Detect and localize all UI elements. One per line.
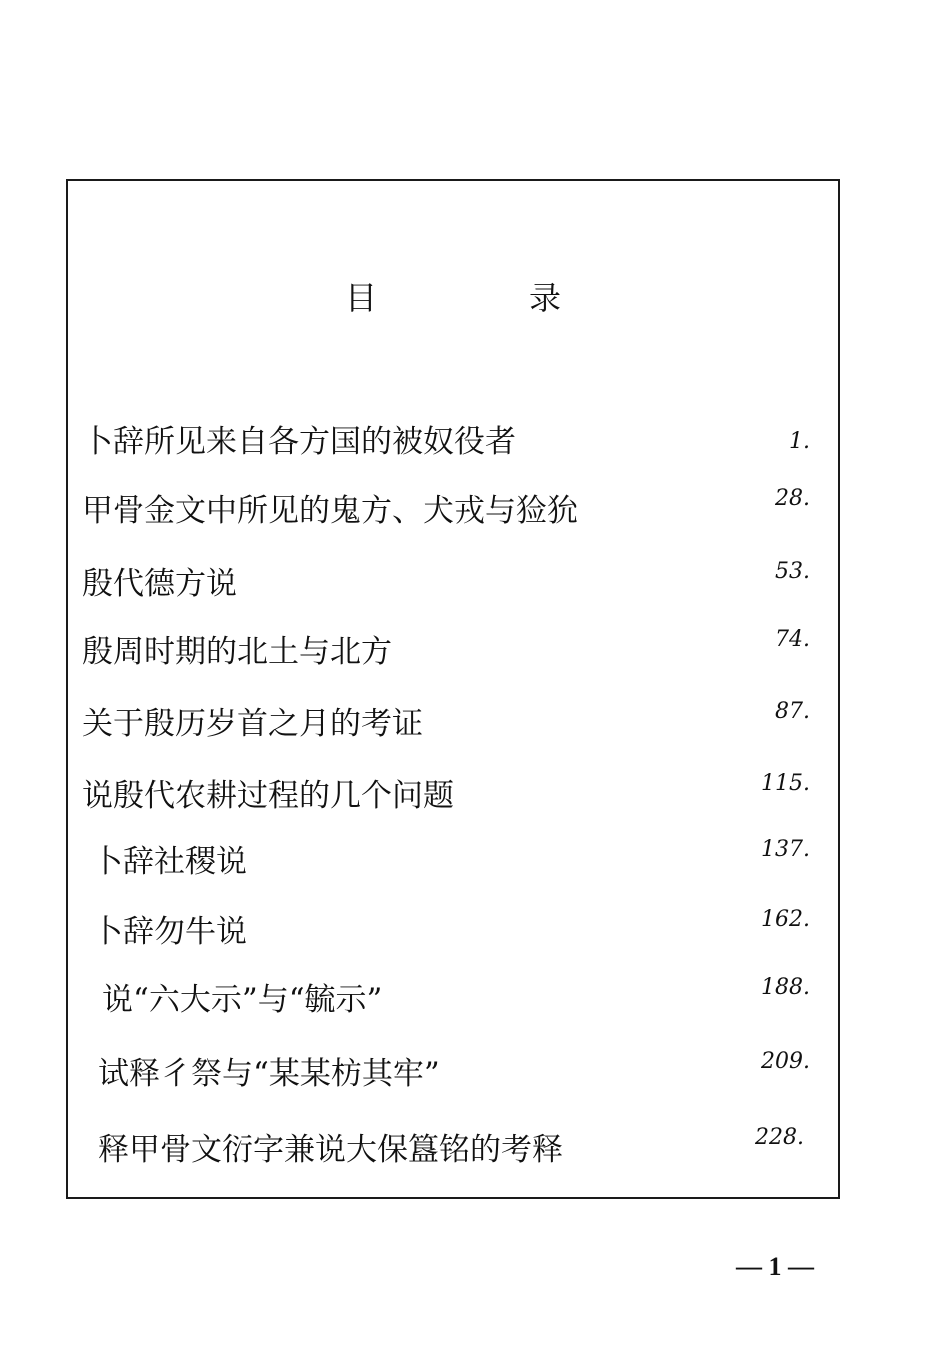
- toc-entry-page: 209.: [761, 1049, 810, 1074]
- toc-frame: [66, 179, 840, 1199]
- toc-entry[interactable]: [82, 559, 818, 609]
- toc-entry[interactable]: [82, 975, 818, 1025]
- toc-entry-page: 28.: [775, 486, 810, 511]
- toc-entry[interactable]: [82, 1049, 818, 1099]
- toc-entry[interactable]: [82, 699, 818, 749]
- toc-entry-page: 53.: [775, 559, 810, 584]
- toc-entry-title: 卜辞所见来自各方国的被奴役者: [82, 424, 516, 460]
- toc-entry[interactable]: [82, 907, 818, 957]
- toc-entry[interactable]: [82, 417, 818, 467]
- toc-entry-title: 卜辞勿牛说: [92, 914, 247, 950]
- toc-entry-title: 甲骨金文中所见的鬼方、犬戎与猃狁: [82, 493, 578, 529]
- toc-entry-page: 162.: [761, 907, 810, 932]
- toc-entry[interactable]: [82, 771, 818, 821]
- toc-entry-title: 说殷代农耕过程的几个问题: [82, 778, 454, 814]
- toc-entry-page: 137.: [761, 837, 810, 862]
- toc-entry-title: 卜辞社稷说: [92, 844, 247, 880]
- toc-entry-title: 试释彳祭与“某某枋其牢”: [98, 1056, 440, 1092]
- toc-title: 目 录: [344, 279, 621, 317]
- toc-entry-title: 关于殷历岁首之月的考证: [82, 706, 423, 742]
- toc-entry-title: 殷周时期的北土与北方: [82, 634, 392, 670]
- toc-entry-title: 殷代德方说: [82, 566, 237, 602]
- toc-entry-page: 1.: [789, 429, 810, 454]
- toc-entry[interactable]: [82, 837, 818, 887]
- toc-entry-title: 说“六大示”与“毓示”: [102, 982, 383, 1018]
- toc-entry-page: 115.: [761, 771, 810, 796]
- toc-entry-title: 释甲骨文衍字兼说大保簋铭的考释: [98, 1132, 563, 1168]
- toc-entry[interactable]: [82, 486, 818, 536]
- toc-entry-page: 74.: [775, 627, 810, 652]
- toc-entry[interactable]: [82, 1125, 818, 1175]
- toc-entry-page: 228.: [755, 1125, 804, 1150]
- page-number: — 1 —: [736, 1252, 814, 1281]
- toc-entry-page: 188.: [761, 975, 810, 1000]
- toc-entry-page: 87.: [775, 699, 810, 724]
- toc-entry[interactable]: [82, 627, 818, 677]
